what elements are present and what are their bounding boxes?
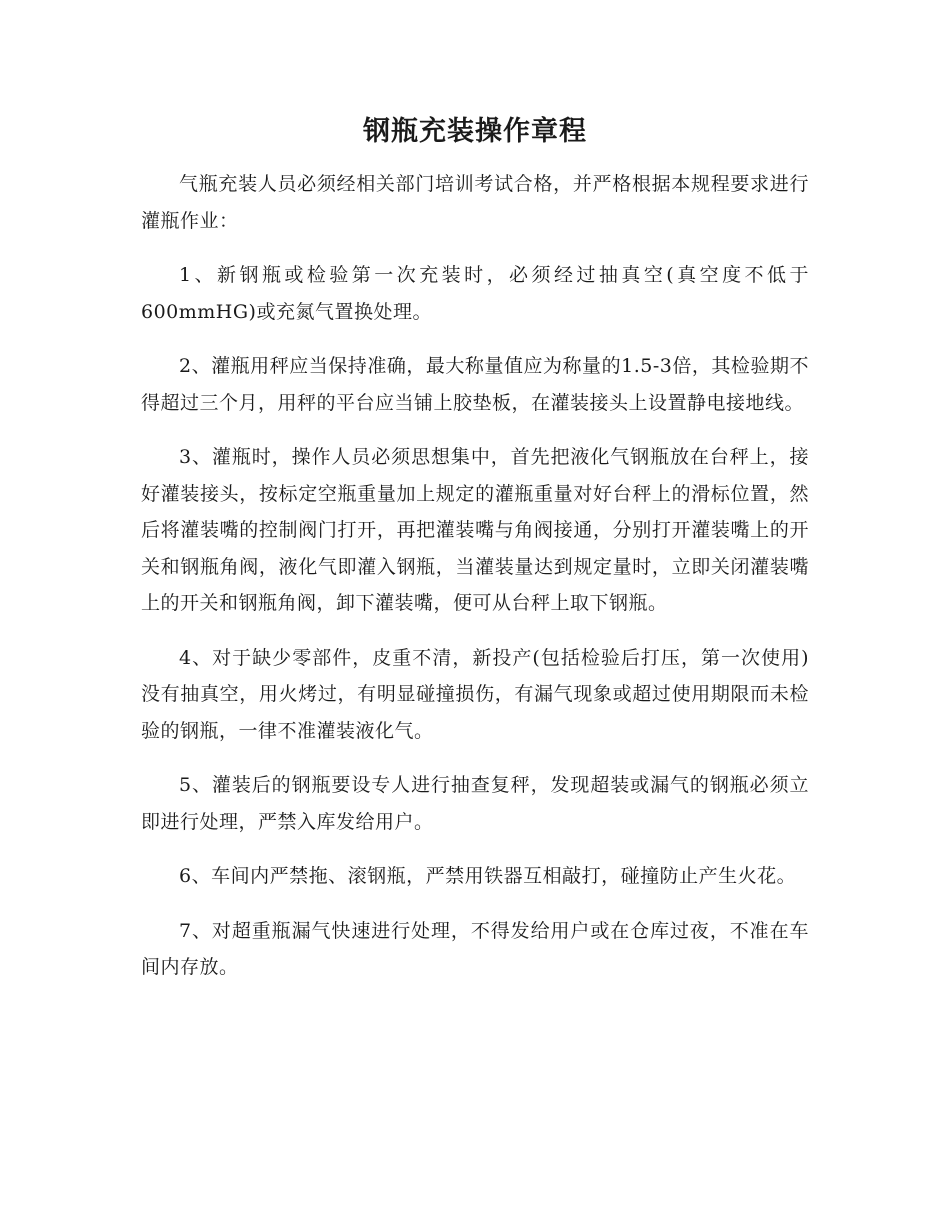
rule-item-2: 2、灌瓶用秤应当保持准确，最大称量值应为称量的1.5-3倍，其检验期不得超过三个月，用秤的平台应当铺上胶垫板，在灌装接头上设置静电接地线。 [141, 355, 809, 414]
intro-paragraph: 气瓶充装人员必须经相关部门培训考试合格，并严格根据本规程要求进行灌瓶作业： [141, 173, 809, 232]
rule-item-4: 4、对于缺少零部件，皮重不清，新投产(包括检验后打压，第一次使用)没有抽真空，用火烤过，有明显碰撞损伤，有漏气现象或超过使用期限而未检验的钢瓶，一律不准灌装液化气。 [141, 646, 809, 742]
rule-item-6: 6、车间内严禁拖、滚钢瓶，严禁用铁器互相敲打，碰撞防止产生火花。 [179, 865, 797, 887]
rule-item-1: 1、新钢瓶或检验第一次充装时，必须经过抽真空(真空度不低于600mmHG)或充氮气置换处理。 [141, 264, 809, 323]
document-title: 钢瓶充装操作章程 [363, 116, 587, 147]
rule-item-5: 5、灌装后的钢瓶要设专人进行抽查复秤，发现超装或漏气的钢瓶必须立即进行处理，严禁入库发给用户。 [141, 774, 809, 833]
rule-item-3: 3、灌瓶时，操作人员必须思想集中，首先把液化气钢瓶放在台秤上，接好灌装接头，按标定空瓶重量加上规定的灌瓶重量对好台秤上的滑标位置，然后将灌装嘴的控制阀门打开，再把灌装嘴与角阀接通，分别打开灌装嘴上的开关和钢瓶角阀，液化气即灌入钢瓶，当灌装量达到规定量时，立即关闭灌装嘴上的开关和钢瓶角阀，卸下灌装嘴，便可从台秤上取下钢瓶。 [141, 446, 809, 614]
document-body [141, 166, 809, 1004]
rule-item-7: 7、对超重瓶漏气快速进行处理，不得发给用户或在仓库过夜，不准在车间内存放。 [141, 919, 809, 978]
